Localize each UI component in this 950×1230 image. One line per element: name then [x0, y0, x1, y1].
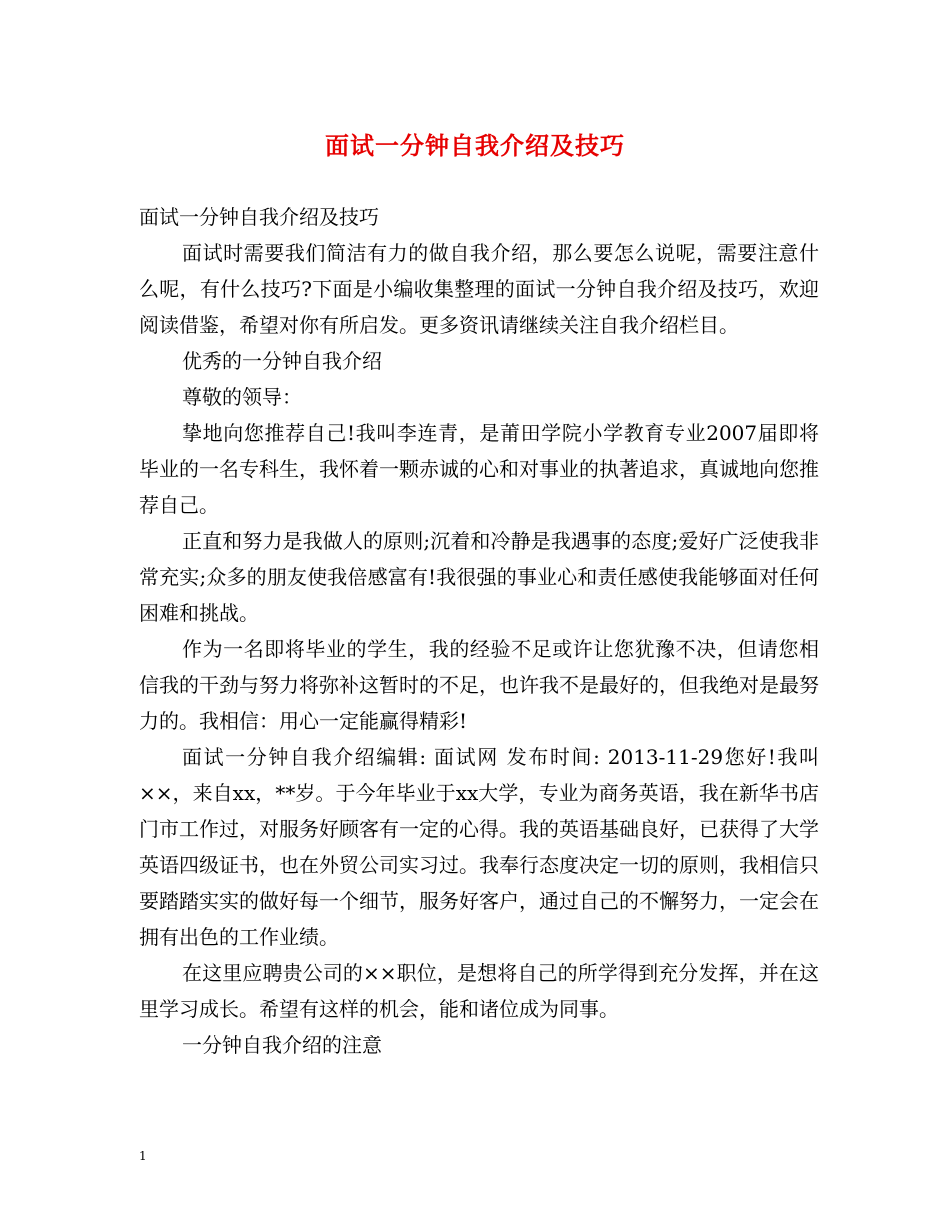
section-heading: 一分钟自我介绍的注意	[182, 1033, 382, 1057]
body-paragraph: 在这里应聘贵公司的××职位，是想将自己的所学得到充分发挥，并在这里学习成长。希望有这样的机会，能和诸位成为同事。	[139, 961, 819, 1021]
body-paragraph: 正直和努力是我做人的原则;沉着和冷静是我遇事的态度;爱好广泛使我非常充实;众多的朋友使我倍感富有!我很强的事业心和责任感使我能够面对任何困难和挑战。	[139, 529, 819, 625]
body-paragraph: 挚地向您推荐自己!我叫李连青，是莆田学院小学教育专业2007届即将毕业的一名专科生，我怀着一颗赤诚的心和对事业的执著追求，真诚地向您推荐自己。	[139, 421, 819, 517]
document-title: 面试一分钟自我介绍及技巧	[325, 131, 625, 160]
section-heading: 优秀的一分钟自我介绍	[182, 349, 382, 373]
document-body	[139, 199, 819, 1063]
body-paragraph: 作为一名即将毕业的学生，我的经验不足或许让您犹豫不决，但请您相信我的干劲与努力将弥补这暂时的不足，也许我不是最好的，但我绝对是最努力的。我相信：用心一定能赢得精彩!	[139, 637, 819, 733]
salutation: 尊敬的领导：	[182, 385, 302, 409]
page-number: 1	[139, 1149, 147, 1163]
body-paragraph: 面试一分钟自我介绍编辑: 面试网 发布时间: 2013-11-29您好!我叫××，来自xx，**岁。于今年毕业于xx大学，专业为商务英语，我在新华书店门市工作过，对服务好顾客有一定的心得。我的英语基础良好，已获得了大学英语四级证书，也在外贸公司实习过。我奉行态度决定一切的原则，我相信只要踏踏实实的做好每一个细节，服务好客户，通过自己的不懈努力，一定会在拥有出色的工作业绩。	[139, 745, 819, 949]
body-paragraph-heading: 面试一分钟自我介绍及技巧	[139, 205, 379, 229]
body-paragraph: 面试时需要我们简洁有力的做自我介绍，那么要怎么说呢，需要注意什么呢，有什么技巧?下面是小编收集整理的面试一分钟自我介绍及技巧，欢迎阅读借鉴，希望对你有所启发。更多资讯请继续关注自我介绍栏目。	[139, 241, 819, 337]
